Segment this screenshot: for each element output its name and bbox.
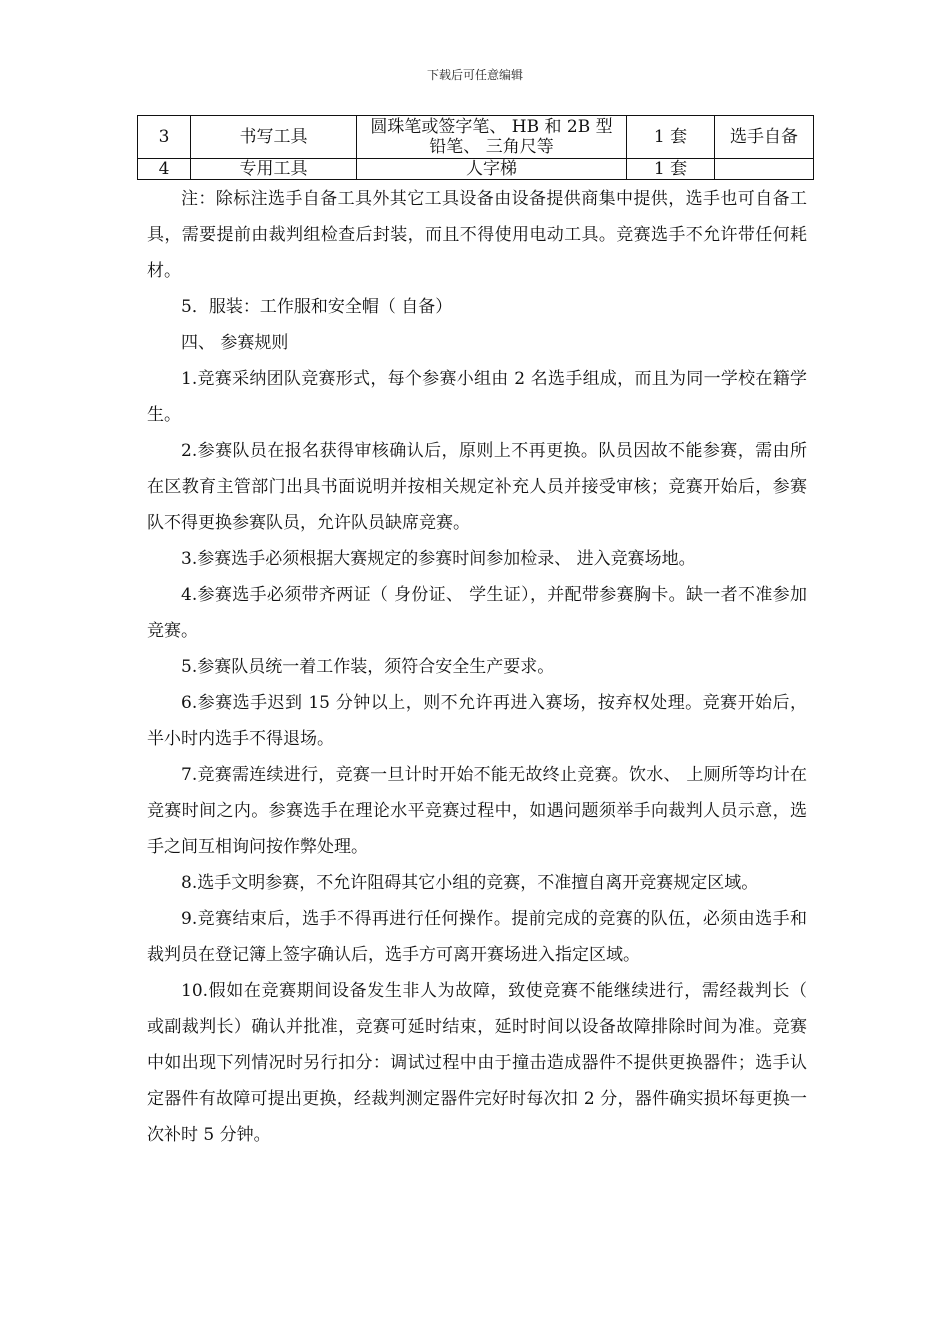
- paragraph-rule-6: 6.参赛选手迟到 15 分钟以上，则不允许再进入赛场，按弃权处理。竞赛开始后，半小时内选手不得退场。: [147, 693, 807, 749]
- cell-no: 3: [138, 116, 191, 159]
- tools-table: [137, 115, 814, 180]
- cell-name: 专用工具: [191, 159, 357, 180]
- cell-spec-line2: 铅笔、 三角尺等: [429, 137, 554, 157]
- paragraph-note: 注：除标注选手自备工具外其它工具设备由设备提供商集中提供，选手也可自备工具，需要提前由裁判组检查后封装，而且不得使用电动工具。竞赛选手不允许带任何耗材。: [147, 189, 807, 281]
- body-text: [147, 181, 807, 1153]
- cell-note: 选手自备: [715, 116, 814, 159]
- paragraph-clothing: 5．服装：工作服和安全帽（ 自备）: [181, 297, 453, 317]
- section-heading: 四、 参赛规则: [181, 333, 289, 353]
- cell-spec: [357, 116, 627, 159]
- cell-spec: 人字梯: [357, 159, 627, 180]
- paragraph-rule-1: 1.竞赛采纳团队竞赛形式，每个参赛小组由 2 名选手组成，而且为同一学校在籍学生。: [147, 369, 807, 425]
- paragraph-rule-8: 8.选手文明参赛，不允许阻碍其它小组的竞赛，不准擅自离开竞赛规定区域。: [181, 873, 759, 893]
- paragraph-rule-4: 4.参赛选手必须带齐两证（ 身份证、 学生证），并配带参赛胸卡。缺一者不准参加竞赛。: [147, 585, 807, 641]
- paragraph-rule-2: 2.参赛队员在报名获得审核确认后，原则上不再更换。队员因故不能参赛，需由所在区教育主管部门出具书面说明并按相关规定补充人员并接受审核；竞赛开始后，参赛队不得更换参赛队员，允许队员缺席竞赛。: [147, 441, 807, 533]
- page-header: 下载后可任意编辑: [426, 68, 523, 82]
- paragraph-rule-9: 9.竞赛结束后，选手不得再进行任何操作。提前完成的竞赛的队伍，必须由选手和裁判员在登记簿上签字确认后，选手方可离开赛场进入指定区域。: [147, 909, 807, 965]
- cell-qty: 1 套: [627, 116, 715, 159]
- cell-qty: 1 套: [627, 159, 715, 180]
- paragraph-rule-3: 3.参赛选手必须根据大赛规定的参赛时间参加检录、 进入竞赛场地。: [181, 549, 696, 569]
- paragraph-rule-5: 5.参赛队员统一着工作装，须符合安全生产要求。: [181, 657, 555, 677]
- paragraph-rule-10: 10.假如在竞赛期间设备发生非人为故障，致使竞赛不能继续进行，需经裁判长（ 或副裁判长）确认并批准，竞赛可延时结束，延时时间以设备故障排除时间为准。竞赛中如出现下列情况时另行扣分：调试过程中由于撞击造成器件不提供更换器件；选手认定器件有故障可提出更换，经裁判测定器件完好时每次扣 2 分，器件确实损坏每更换一次补时 5 分钟。: [147, 981, 807, 1145]
- cell-name: 书写工具: [191, 116, 357, 159]
- cell-no: 4: [138, 159, 191, 180]
- paragraph-rule-7: 7.竞赛需连续进行，竞赛一旦计时开始不能无故终止竞赛。饮水、 上厕所等均计在竞赛时间之内。参赛选手在理论水平竞赛过程中，如遇问题须举手向裁判人员示意，选手之间互相询问按作弊处理。: [147, 765, 807, 857]
- table-row: [138, 116, 814, 159]
- cell-spec-line1: 圆珠笔或签字笔、 HB 和 2B 型: [370, 117, 613, 137]
- table-row: [138, 159, 814, 180]
- cell-note: [715, 159, 814, 180]
